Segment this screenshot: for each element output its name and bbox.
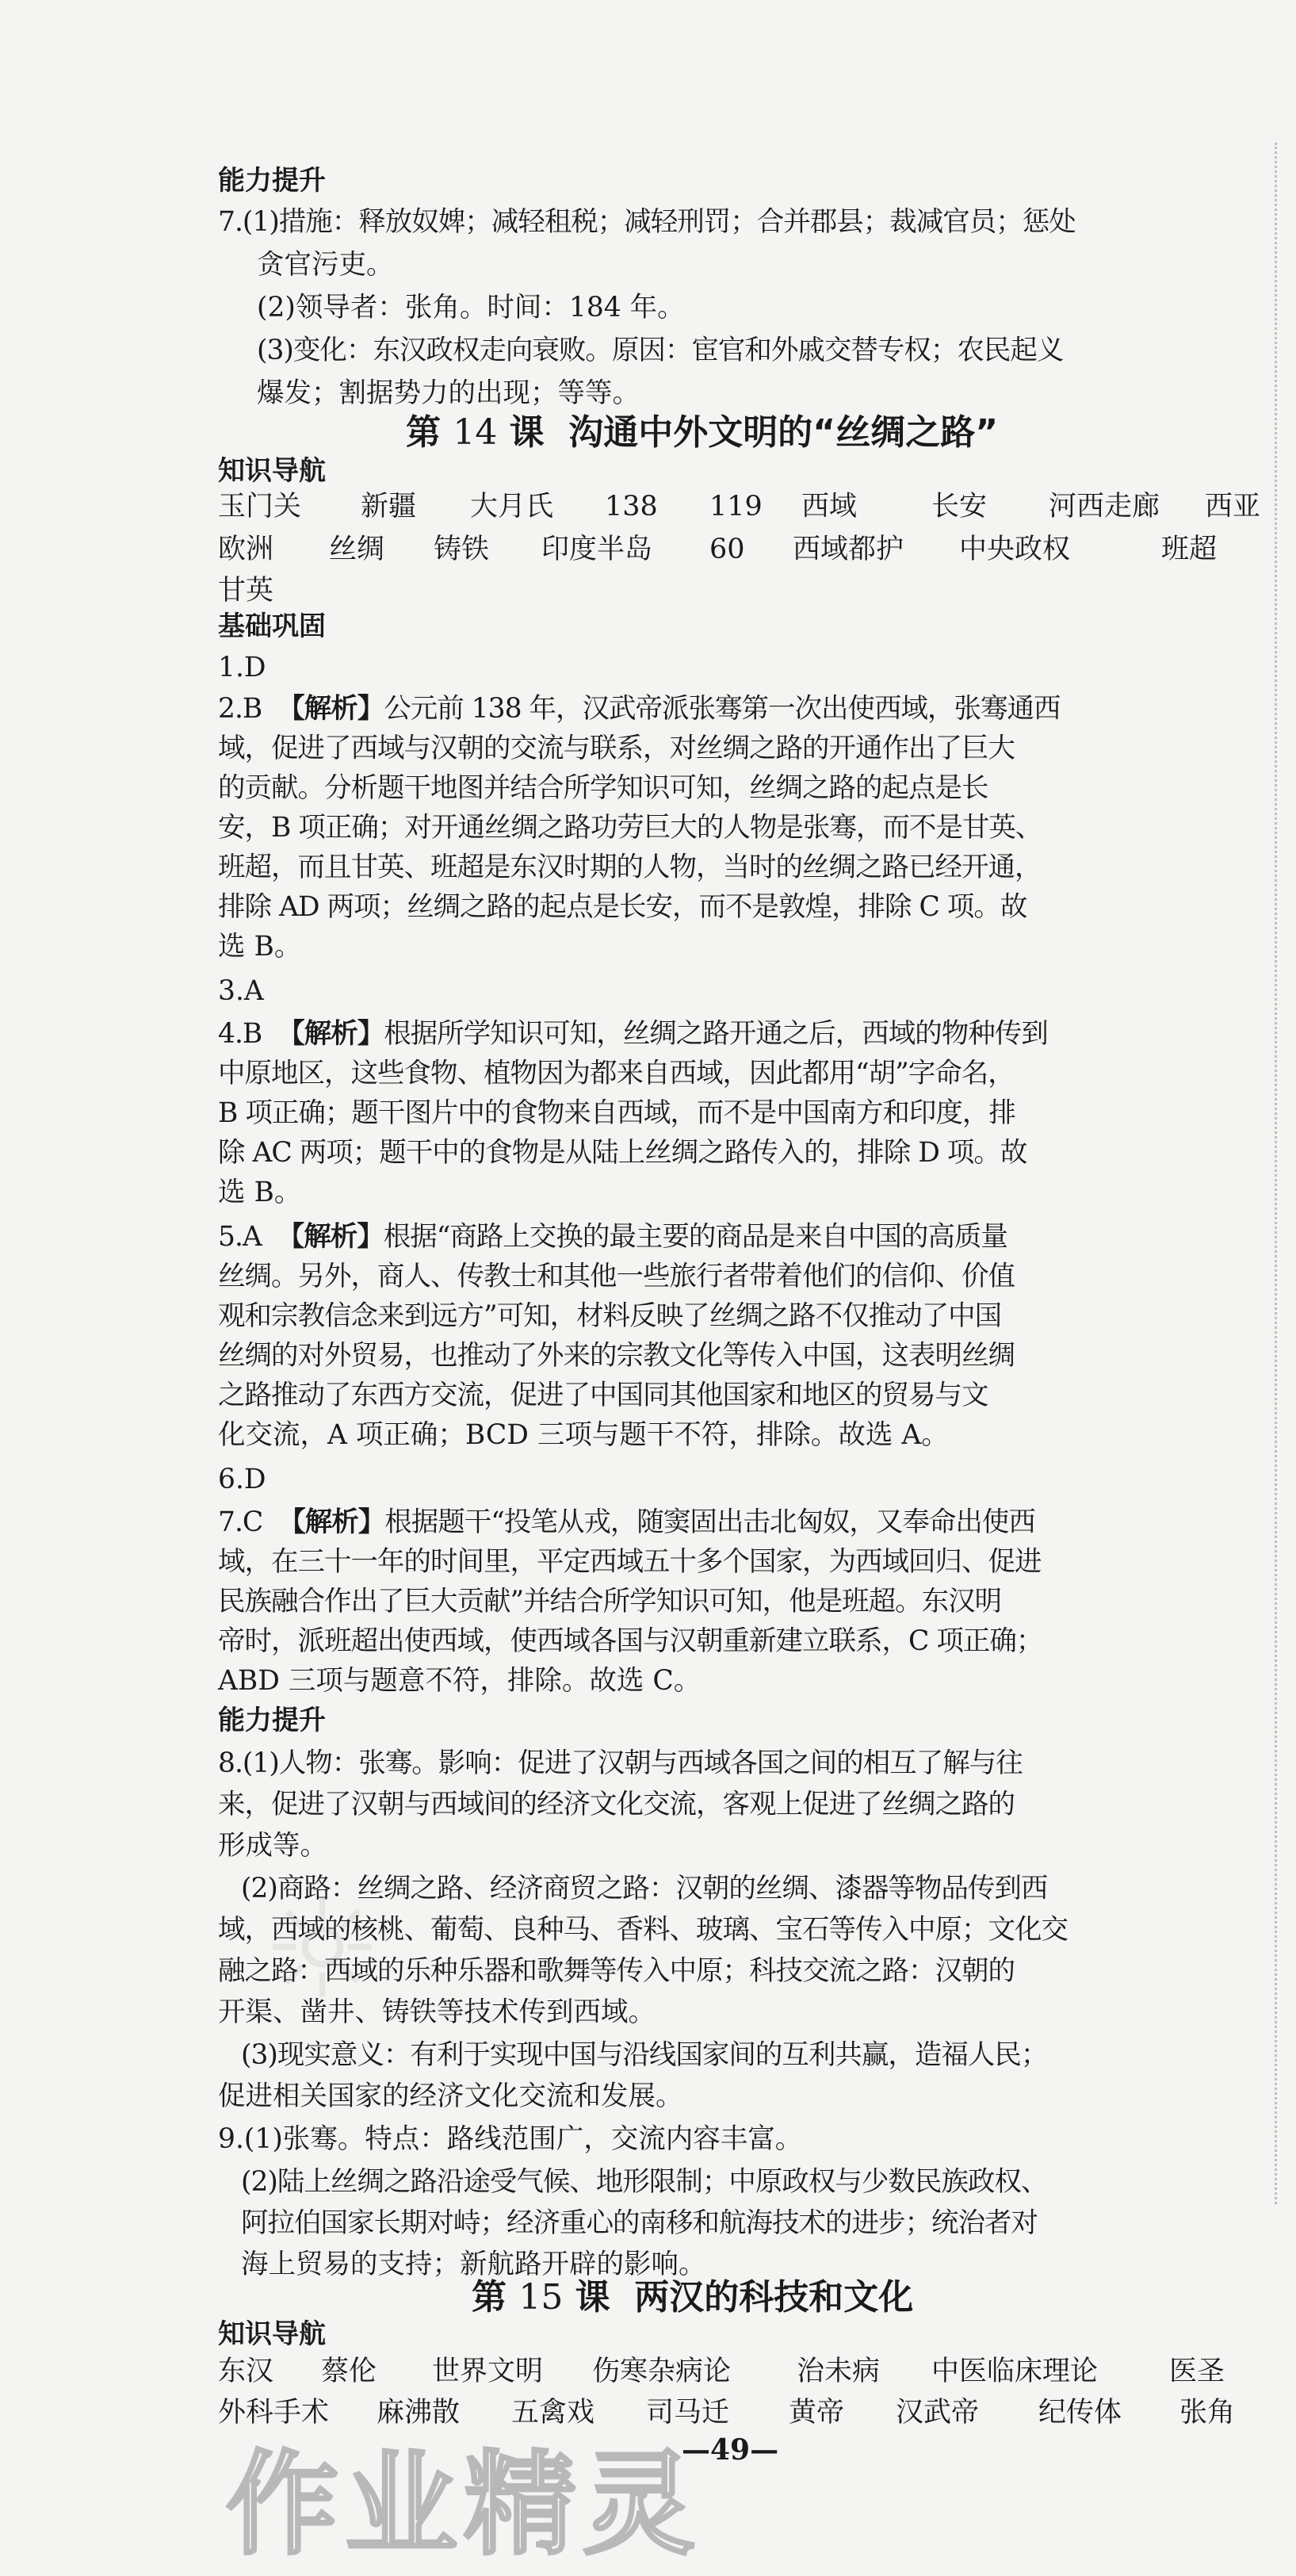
- lesson-14-title: [406, 411, 998, 455]
- keyword: 大月氏: [470, 491, 554, 522]
- answer-number: 4.B: [218, 1018, 262, 1050]
- analysis-tag: 【解析】: [278, 1506, 385, 1538]
- answer-number: 2.B: [218, 693, 262, 725]
- lesson-name: 沟通中外文明的“丝绸之路”: [568, 412, 999, 453]
- margin-dotted-rule: [1275, 143, 1277, 2204]
- keyword-row-3: [218, 571, 456, 611]
- answer-number: 5.A: [218, 1221, 262, 1253]
- answer-number: 7.C: [218, 1506, 263, 1538]
- text-line: 7.(1)措施：释放奴婢；减轻租税；减轻刑罚；合并郡县；裁减官员；惩处: [218, 206, 1076, 238]
- keyword: 欧洲: [218, 534, 274, 565]
- keyword: 五禽戏: [511, 2397, 595, 2429]
- keyword: 西亚: [1205, 491, 1261, 522]
- text-line: 丝绸。另外，商人、传教士和其他一些旅行者带着他们的信仰、价值: [218, 1261, 1015, 1292]
- text-line: 民族融合作出了巨大贡献”并结合所学知识可知，他是班超。东汉明: [218, 1586, 1002, 1617]
- keyword: 伤寒杂病论: [592, 2356, 732, 2387]
- keyword: 西域都护: [793, 534, 904, 565]
- lesson-name: 两汉的科技和文化: [634, 2277, 914, 2318]
- text-line: (3)变化：东汉政权走向衰败。原因：宦官和外戚交替专权；农民起义: [257, 335, 1064, 366]
- text-line: 阿拉伯国家长期对峙；经济重心的南移和航海技术的进步；统治者对: [241, 2207, 1038, 2239]
- lesson-15-title: [472, 2276, 913, 2320]
- keyword: 甘英: [218, 575, 274, 607]
- keyword: 中医临床理论: [931, 2356, 1099, 2387]
- text-line: 班超，而且甘英、班超是东汉时期的人物，当时的丝绸之路已经开通，: [218, 852, 1042, 883]
- faded-stamp: ☼: [262, 1872, 383, 2029]
- text-line: 除 AC 两项；题干中的食物是从陆上丝绸之路传入的，排除 D 项。故: [218, 1137, 1027, 1169]
- keyword: 119: [709, 491, 763, 522]
- text-line: 选 B。: [218, 931, 302, 963]
- keyword: 治未病: [797, 2356, 881, 2387]
- text-line: 来，促进了汉朝与西域间的经济文化交流，客观上促进了丝绸之路的: [218, 1789, 1015, 1820]
- analysis-tag: 【解析】: [277, 1018, 384, 1050]
- page-number: —49—: [682, 2433, 779, 2467]
- keyword: 司马迁: [646, 2397, 730, 2429]
- keyword: 纪传体: [1038, 2397, 1122, 2429]
- keyword-row-2: [218, 2393, 1264, 2432]
- keyword: 丝绸: [329, 534, 385, 565]
- text-line: (2)陆上丝绸之路沿途受气候、地形限制；中原政权与少数民族政权、: [241, 2166, 1048, 2198]
- text-line: 安，B 项正确；对开通丝绸之路功劳巨大的人物是张骞，而不是甘英、: [218, 812, 1042, 844]
- keyword-row-1: [218, 2352, 1264, 2391]
- keyword: 河西走廊: [1049, 491, 1160, 522]
- answer-text: 根据“商路上交换的最主要的商品是来自中国的高质量: [383, 1221, 1007, 1253]
- keyword-row-2: [218, 530, 1264, 569]
- keyword: 铸铁: [434, 534, 490, 565]
- analysis-tag: 【解析】: [277, 693, 384, 725]
- keyword: 医圣: [1169, 2356, 1225, 2387]
- text-line: 域，促进了西域与汉朝的交流与联系，对丝绸之路的开通作出了巨大: [218, 733, 1015, 764]
- text-line: 爆发；割据势力的出现；等等。: [257, 377, 640, 409]
- section-heading-basic: 基础巩固: [218, 611, 326, 642]
- text-line: ABD 三项与题意不符，排除。故选 C。: [218, 1665, 702, 1697]
- keyword: 138: [605, 491, 658, 522]
- keyword: 中央政权: [959, 534, 1071, 565]
- section-heading-ability: 能力提升: [218, 1705, 326, 1736]
- text-line: 8.(1)人物：张骞。影响：促进了汉朝与西域各国之间的相互了解与往: [218, 1747, 1023, 1779]
- answer-text: 公元前 138 年，汉武帝派张骞第一次出使西域，张骞通西: [384, 693, 1061, 725]
- lesson-number: 15: [518, 2277, 564, 2318]
- text-line: (2)商路：丝绸之路、经济商贸之路：汉朝的丝绸、漆器等物品传到西: [241, 1873, 1048, 1904]
- keyword: 东汉: [218, 2356, 274, 2387]
- text-line: 融之路：西域的乐种乐器和歌舞等传入中原；科技交流之路：汉朝的: [218, 1955, 1015, 1987]
- section-heading-knowledge-nav: 知识导航: [218, 455, 326, 487]
- text-line: B 项正确；题干图片中的食物来自西域，而不是中国南方和印度，排: [218, 1097, 1015, 1129]
- text-line: (2)领导者：张角。时间：184 年。: [257, 292, 685, 323]
- text-line: 海上贸易的支持；新航路开辟的影响。: [241, 2249, 706, 2280]
- keyword: 张角: [1179, 2397, 1236, 2429]
- text-line: 促进相关国家的经济文化交流和发展。: [218, 2080, 683, 2112]
- answer-6: 6.D: [218, 1464, 266, 1495]
- answer-text: 根据所学知识可知，丝绸之路开通之后，西域的物种传到: [384, 1018, 1048, 1050]
- keyword: 外科手术: [218, 2397, 330, 2429]
- analysis-tag: 【解析】: [277, 1221, 384, 1253]
- answer-4-line: [218, 1015, 1048, 1053]
- text-line: 9.(1)张骞。特点：路线范围广，交流内容丰富。: [218, 2123, 803, 2155]
- section-heading-ability: 能力提升: [218, 165, 326, 197]
- keyword: 黄帝: [789, 2397, 845, 2429]
- keyword: 长安: [931, 491, 988, 522]
- keyword-row-1: [218, 487, 1264, 526]
- keyword: 印度半岛: [541, 534, 653, 565]
- lesson-word: 课: [575, 2277, 610, 2318]
- answer-3: 3.A: [218, 975, 264, 1007]
- watermark-logo: 作业精灵: [226, 2440, 702, 2570]
- text-line: 丝绸的对外贸易，也推动了外来的宗教文化等传入中国，这表明丝绸: [218, 1340, 1015, 1372]
- text-line: 域，在三十一年的时间里，平定西域五十多个国家，为西域回归、促进: [218, 1546, 1042, 1578]
- keyword: 蔡伦: [321, 2356, 377, 2387]
- text-line: 帝时，派班超出使西域，使西域各国与汉朝重新建立联系，C 项正确；: [218, 1625, 1043, 1657]
- keyword: 班超: [1161, 534, 1218, 565]
- answer-5-line: [218, 1218, 1007, 1256]
- text-line: 开渠、凿井、铸铁等技术传到西域。: [218, 1996, 656, 2028]
- keyword: 西域: [801, 491, 858, 522]
- keyword: 玉门关: [218, 491, 302, 522]
- lesson-prefix: 第: [472, 2277, 507, 2318]
- keyword: 新疆: [361, 491, 417, 522]
- text-line: 域，西域的核桃、葡萄、良种马、香料、玻璃、宝石等传入中原；文化交: [218, 1914, 1068, 1946]
- lesson-prefix: 第: [406, 412, 441, 453]
- text-line: 之路推动了东西方交流，促进了中国同其他国家和地区的贸易与文: [218, 1380, 988, 1411]
- lesson-number: 14: [453, 412, 498, 453]
- text-line: 贪官污吏。: [257, 249, 394, 281]
- keyword: 60: [709, 534, 745, 565]
- text-line: 排除 AD 两项；丝绸之路的起点是长安，而不是敦煌，排除 C 项。故: [218, 891, 1027, 923]
- text-line: 的贡献。分析题干地图并结合所学知识可知，丝绸之路的起点是长: [218, 772, 988, 804]
- lesson-word: 课: [509, 412, 545, 453]
- answer-1: 1.D: [218, 652, 266, 683]
- text-line: 中原地区，这些食物、植物因为都来自西域，因此都用“胡”字命名，: [218, 1058, 1015, 1089]
- text-line: (3)现实意义：有利于实现中国与沿线国家间的互利共赢，造福人民；: [241, 2039, 1048, 2071]
- keyword: 世界文明: [432, 2356, 544, 2387]
- text-line: 观和宗教信念来到远方”可知，材料反映了丝绸之路不仅推动了中国: [218, 1300, 1002, 1332]
- answer-2-line: [218, 690, 1061, 728]
- answer-7-line: [218, 1503, 1035, 1541]
- answer-text: 根据题干“投笔从戎，随窦固出击北匈奴，又奉命出使西: [384, 1506, 1035, 1538]
- keyword: 汉武帝: [896, 2397, 980, 2429]
- keyword: 麻沸散: [377, 2397, 461, 2429]
- text-line: 形成等。: [218, 1830, 327, 1862]
- text-line: 选 B。: [218, 1177, 302, 1208]
- section-heading-knowledge-nav: 知识导航: [218, 2318, 326, 2350]
- text-line: 化交流，A 项正确；BCD 三项与题干不符，排除。故选 A。: [218, 1419, 949, 1451]
